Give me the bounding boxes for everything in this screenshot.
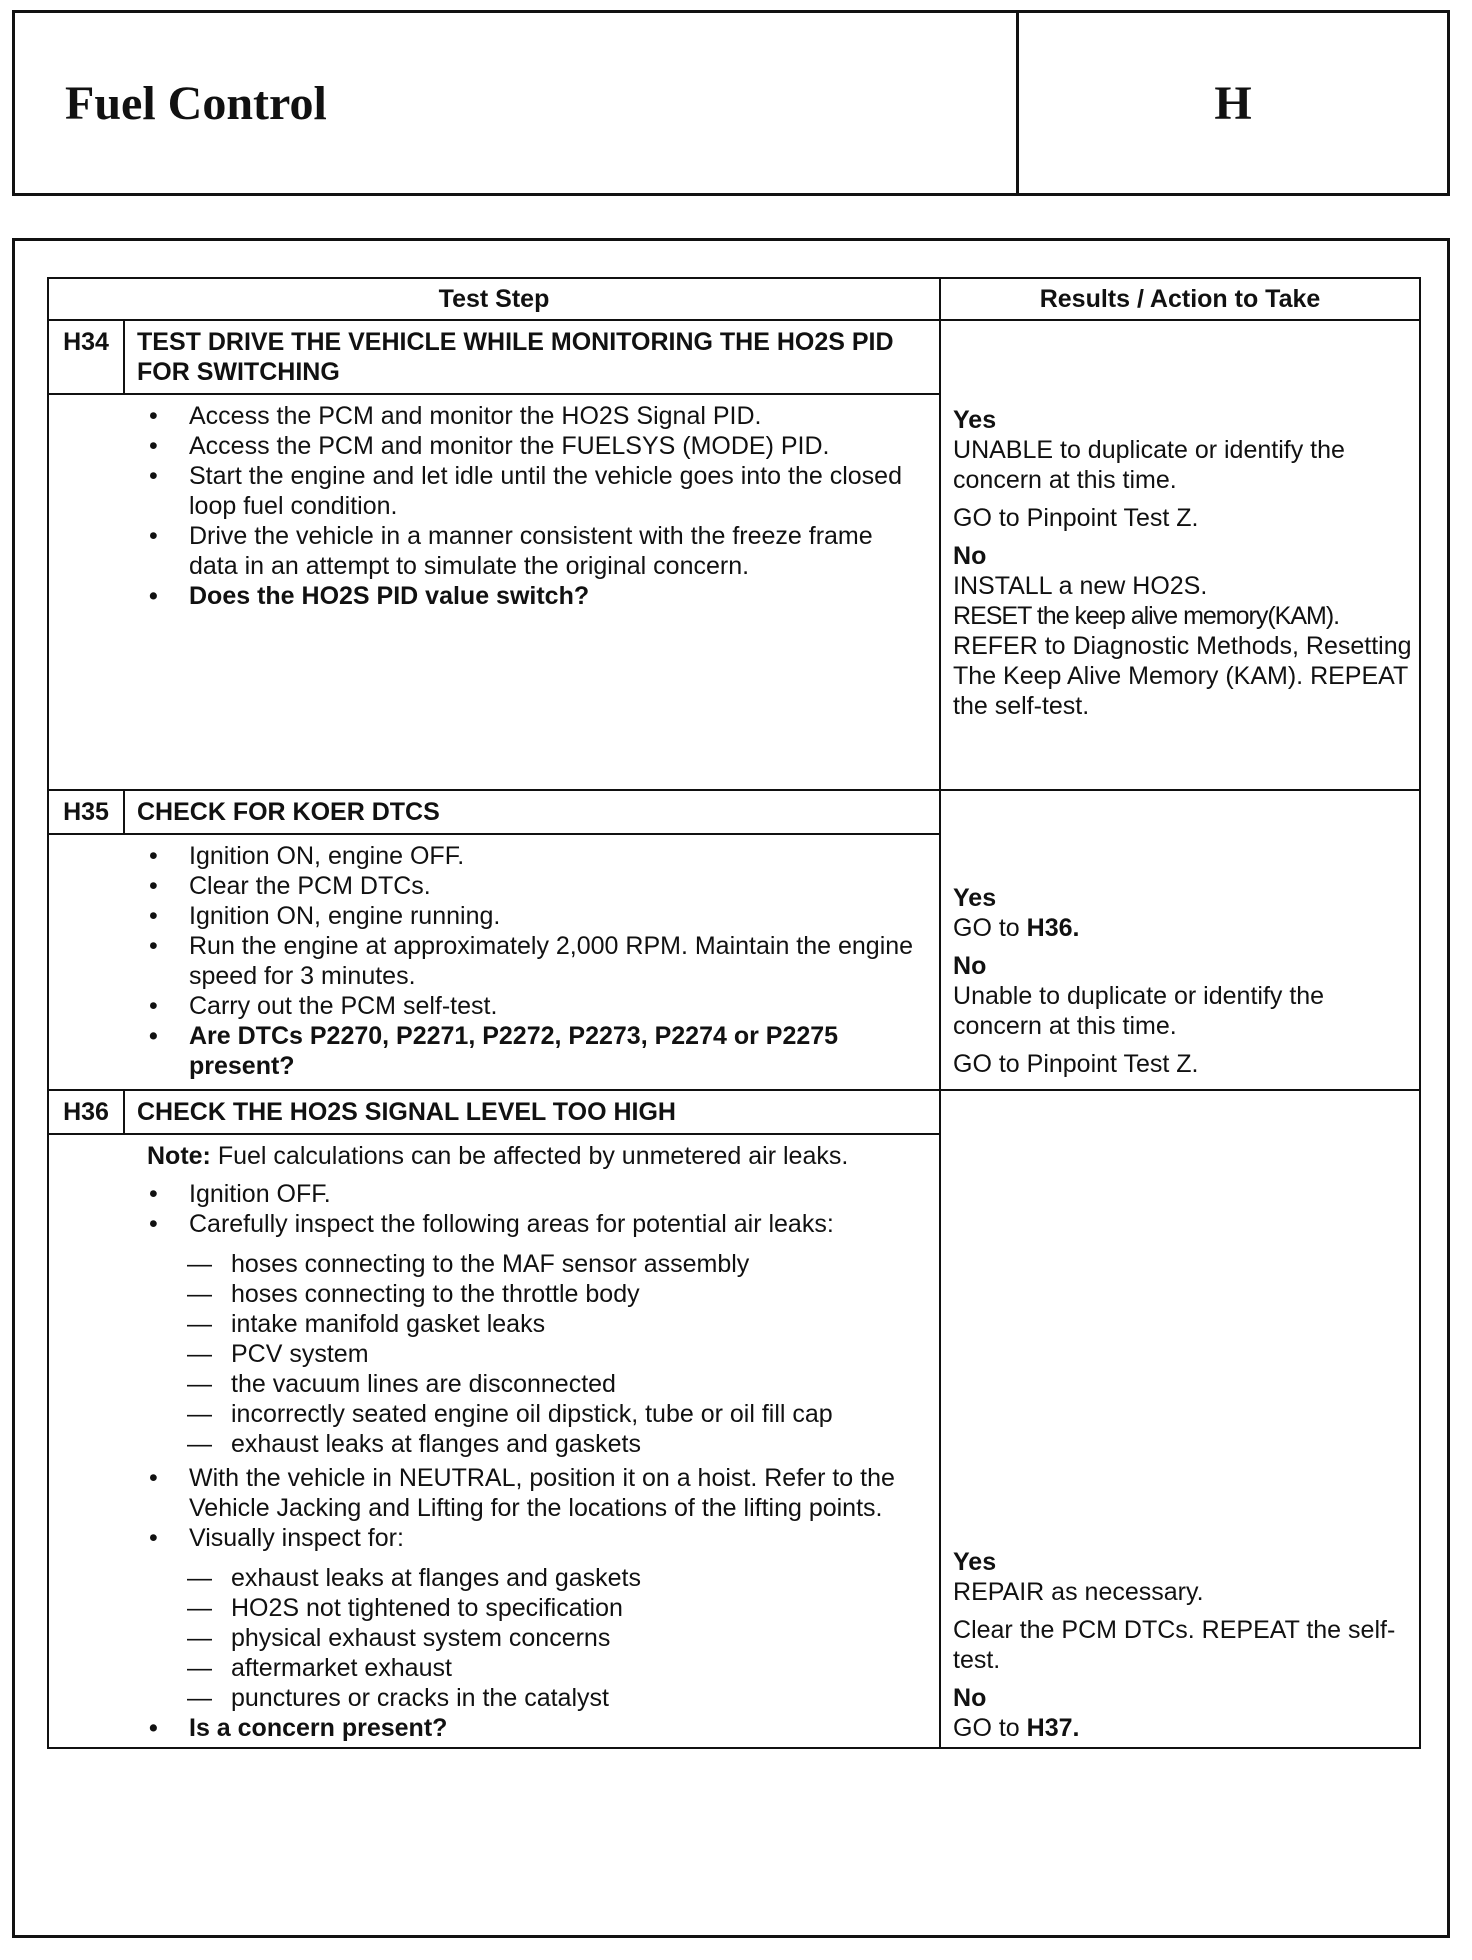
step-h34-bullets <box>147 401 927 611</box>
result-yes-text-2: Clear the PCM DTCs. REPEAT the self-test. <box>953 1616 1396 1674</box>
goto-step-link[interactable]: H36. <box>1026 914 1080 942</box>
result-no-line: RESET the keep alive memory(KAM). <box>953 602 1340 630</box>
result-no-goto: GO to H37. <box>953 1714 1080 1742</box>
content-frame <box>12 238 1450 1938</box>
list-item: — hoses connecting to the MAF sensor assembly <box>147 1249 927 1279</box>
step-title: TEST DRIVE THE VEHICLE WHILE MONITORING THE HO2S PID FOR SWITCHING <box>124 320 940 394</box>
step-question: • Are DTCs P2270, P2271, P2272, P2273, P2274 or P2275 present? <box>147 1021 927 1081</box>
step-h35-title-row <box>48 790 1420 834</box>
step-h36-body <box>48 1134 940 1748</box>
list-item: • Access the PCM and monitor the FUELSYS (MODE) PID. <box>147 431 927 461</box>
step-h36-results <box>940 1090 1420 1748</box>
step-h34-results <box>940 320 1420 790</box>
goto-step-link[interactable]: H37. <box>1026 1714 1080 1742</box>
air-leak-areas <box>147 1249 927 1459</box>
list-item: • Clear the PCM DTCs. <box>147 871 927 901</box>
list-item: • Run the engine at approximately 2,000 RPM. Maintain the engine speed for 3 minutes. <box>147 931 927 991</box>
list-item: — incorrectly seated engine oil dipstick, tube or oil fill cap <box>147 1399 927 1429</box>
step-h36-bullets <box>147 1179 927 1239</box>
list-item: — exhaust leaks at flanges and gaskets <box>147 1563 927 1593</box>
list-item: • Start the engine and let idle until the vehicle goes into the closed loop fuel condition. <box>147 461 927 521</box>
list-item: — exhaust leaks at flanges and gaskets <box>147 1429 927 1459</box>
result-yes-goto: GO to Pinpoint Test Z. <box>953 504 1199 532</box>
step-h35-results <box>940 790 1420 1090</box>
result-no-label: No <box>953 952 987 980</box>
step-h35-bullets <box>147 841 927 1081</box>
list-item: — physical exhaust system concerns <box>147 1623 927 1653</box>
list-item: • With the vehicle in NEUTRAL, position it on a hoist. Refer to the Vehicle Jacking and Lifting for the locations of the lifting points. <box>147 1463 927 1523</box>
result-yes-label: Yes <box>953 884 997 912</box>
step-h35-body <box>48 834 940 1090</box>
step-id: H34 <box>48 320 124 394</box>
step-id: H36 <box>48 1090 124 1134</box>
step-h34-title-row <box>48 320 1420 394</box>
list-item: — the vacuum lines are disconnected <box>147 1369 927 1399</box>
list-item: • Access the PCM and monitor the HO2S Signal PID. <box>147 401 927 431</box>
step-title: CHECK FOR KOER DTCS <box>124 790 940 834</box>
col-header-results: Results / Action to Take <box>940 278 1420 320</box>
page-header <box>12 10 1450 196</box>
step-h36-title-row <box>48 1090 1420 1134</box>
list-item: • Drive the vehicle in a manner consistent with the freeze frame data in an attempt to simulate the original concern. <box>147 521 927 581</box>
list-item: — intake manifold gasket leaks <box>147 1309 927 1339</box>
list-item: • Ignition ON, engine running. <box>147 901 927 931</box>
result-no-line: REFER to Diagnostic Methods, Resetting The Keep Alive Memory (KAM). REPEAT the self-test. <box>953 632 1412 720</box>
result-no-line: INSTALL a new HO2S. <box>953 572 1208 600</box>
inspection-items <box>147 1563 927 1713</box>
result-yes-text: REPAIR as necessary. <box>953 1578 1204 1606</box>
result-yes-text: UNABLE to duplicate or identify the concern at this time. <box>953 436 1345 494</box>
result-no-goto: GO to Pinpoint Test Z. <box>953 1050 1199 1078</box>
list-item: • Ignition OFF. <box>147 1179 927 1209</box>
list-item: • Ignition ON, engine OFF. <box>147 841 927 871</box>
result-yes-label: Yes <box>953 406 997 434</box>
step-note: Note: Fuel calculations can be affected by unmetered air leaks. <box>147 1142 849 1170</box>
result-yes-goto: GO to H36. <box>953 914 1080 942</box>
list-item: • Visually inspect for: <box>147 1523 927 1553</box>
step-title: CHECK THE HO2S SIGNAL LEVEL TOO HIGH <box>124 1090 940 1134</box>
section-title: Fuel Control <box>15 13 1019 193</box>
list-item: • Carry out the PCM self-test. <box>147 991 927 1021</box>
step-question: • Does the HO2S PID value switch? <box>147 581 927 611</box>
step-h36-bullets-2 <box>147 1463 927 1553</box>
step-h36-question-list <box>147 1713 927 1743</box>
step-h34-body <box>48 394 940 790</box>
list-item: • Carefully inspect the following areas for potential air leaks: <box>147 1209 927 1239</box>
result-yes-label: Yes <box>953 1548 997 1576</box>
section-code: H <box>1214 76 1252 130</box>
result-no-label: No <box>953 542 987 570</box>
list-item: — aftermarket exhaust <box>147 1653 927 1683</box>
step-question: • Is a concern present? <box>147 1713 927 1743</box>
list-item: — PCV system <box>147 1339 927 1369</box>
table-header-row <box>48 278 1420 320</box>
test-steps-table <box>47 277 1421 1749</box>
step-id: H35 <box>48 790 124 834</box>
list-item: — punctures or cracks in the catalyst <box>147 1683 927 1713</box>
col-header-test-step: Test Step <box>48 278 940 320</box>
list-item: — HO2S not tightened to specification <box>147 1593 927 1623</box>
result-no-label: No <box>953 1684 987 1712</box>
result-no-text: Unable to duplicate or identify the concern at this time. <box>953 982 1325 1040</box>
list-item: — hoses connecting to the throttle body <box>147 1279 927 1309</box>
